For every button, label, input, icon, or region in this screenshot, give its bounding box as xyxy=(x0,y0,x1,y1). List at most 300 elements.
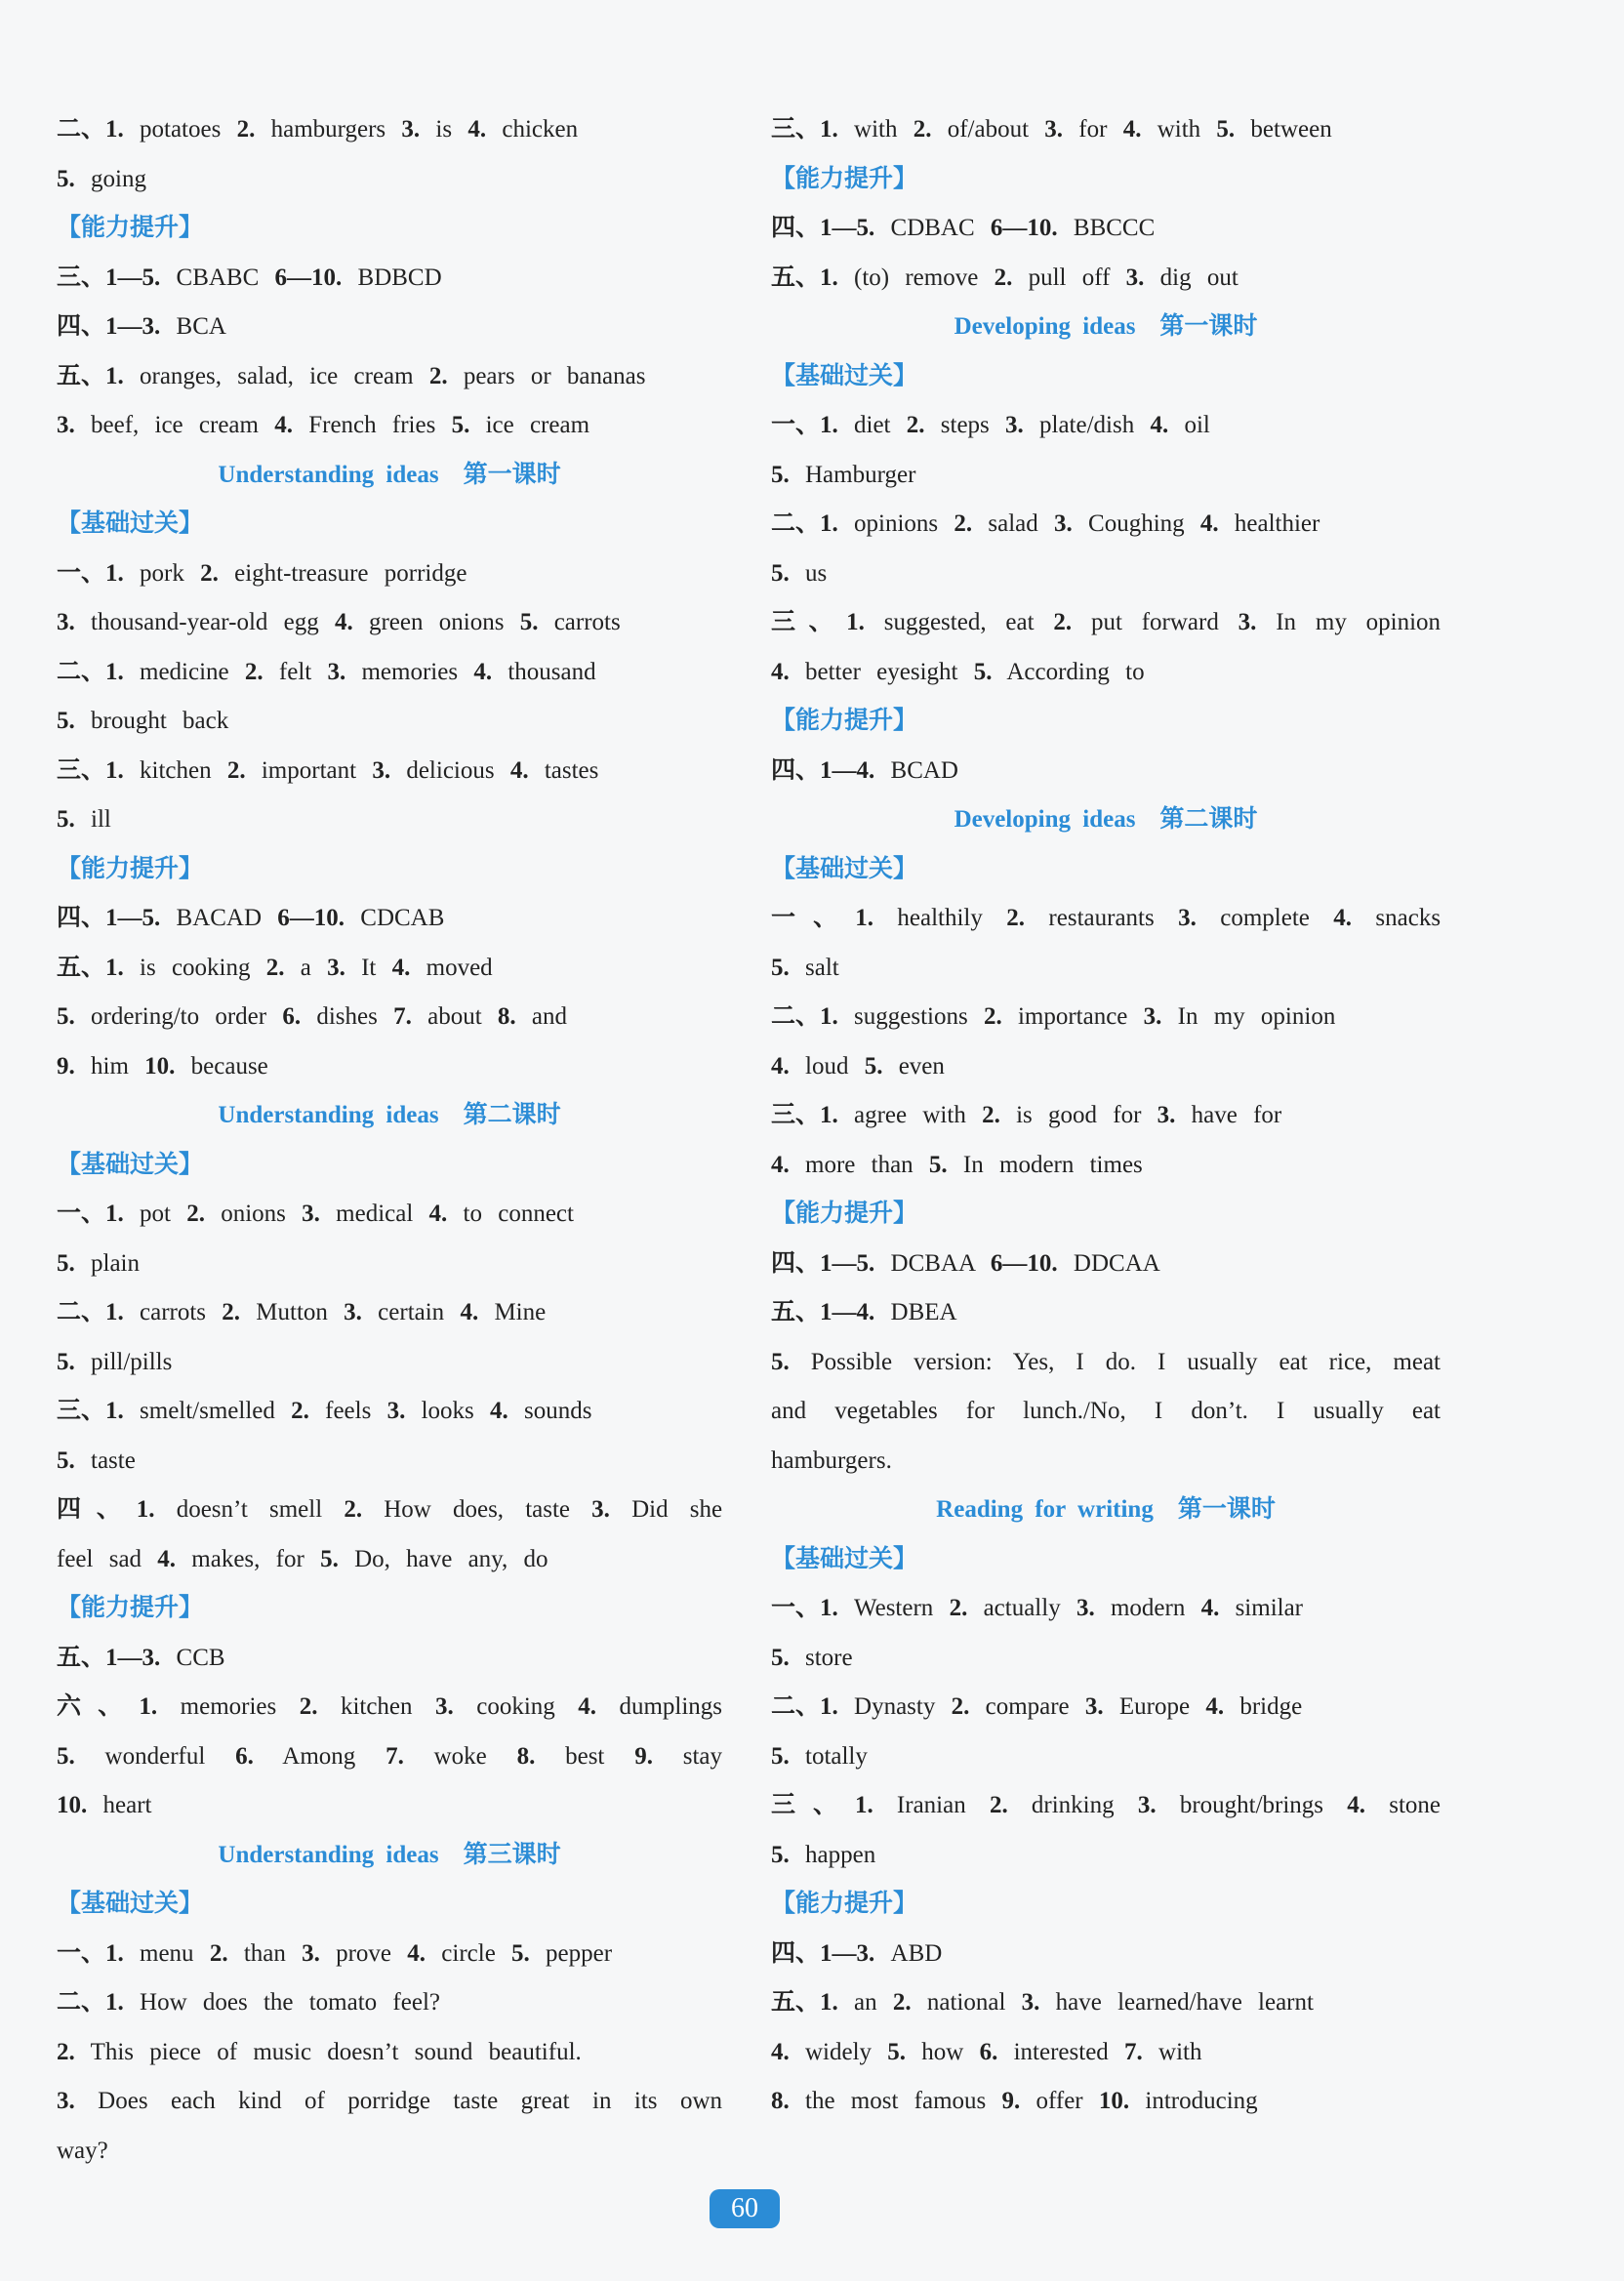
question-number: 5. xyxy=(57,1249,75,1277)
question-number: 5. xyxy=(57,806,75,833)
answer-text: DDCAA xyxy=(1073,1249,1160,1277)
section-heading: 【基础过关】 xyxy=(771,362,918,389)
question-number: 3. xyxy=(372,756,391,784)
question-number: 5. xyxy=(771,1644,790,1671)
question-number: 7. xyxy=(1124,2038,1143,2065)
question-number: 2. xyxy=(209,1939,228,1967)
question-number: 6—10. xyxy=(277,905,345,931)
answer-text: thousand-year-old egg xyxy=(91,609,319,635)
answer-text: pull off xyxy=(1028,264,1111,291)
answer-text: Possible version: Yes, I do. I usually eat rice, meat xyxy=(810,1348,1441,1375)
question-number: 一、1. xyxy=(57,559,124,587)
question-number: 2. xyxy=(994,264,1013,291)
answer-text: plate/dish xyxy=(1039,412,1135,438)
question-number: 3. xyxy=(1005,412,1024,438)
answer-line xyxy=(57,1190,722,1240)
right-column xyxy=(771,105,1441,2127)
question-number: 2. xyxy=(186,1201,205,1227)
answer-text: between xyxy=(1250,116,1332,143)
answer-text: BACAD xyxy=(176,905,263,931)
answer-line xyxy=(771,747,1441,796)
section-heading: 【基础过关】 xyxy=(771,855,918,882)
question-number: 7. xyxy=(393,1003,412,1030)
answer-line xyxy=(771,1091,1441,1141)
answer-line xyxy=(57,1683,722,1732)
question-number: 5. xyxy=(57,708,75,734)
section-heading: 【基础过关】 xyxy=(57,1891,204,1917)
answer-text: steps xyxy=(940,412,990,438)
answer-text: smelt/smelled xyxy=(140,1398,275,1424)
question-number: 3. xyxy=(435,1693,454,1720)
answer-text: ice cream xyxy=(485,412,590,438)
answer-text: French fries xyxy=(308,412,436,438)
answer-line xyxy=(57,795,722,845)
answer-line xyxy=(771,894,1441,944)
answer-text: oil xyxy=(1184,412,1210,438)
answer-line xyxy=(57,1387,722,1437)
answer-text: for xyxy=(1078,116,1108,143)
answer-line xyxy=(771,1978,1441,2028)
answer-text: wonderful xyxy=(104,1742,206,1770)
answer-text: memories xyxy=(180,1693,277,1720)
question-number: 4. xyxy=(334,609,353,635)
answer-line xyxy=(771,993,1441,1042)
question-number: 5. xyxy=(928,1151,948,1178)
answer-line xyxy=(771,1042,1441,1092)
answer-text: interested xyxy=(1013,2038,1109,2065)
question-number: 4. xyxy=(1205,1693,1225,1720)
question-number: 3. xyxy=(1178,905,1197,931)
answer-line xyxy=(57,303,722,352)
question-number: 5. xyxy=(57,1446,75,1474)
answer-text: brought/brings xyxy=(1179,1792,1324,1818)
question-number: 10. xyxy=(1098,2088,1130,2114)
question-number: 5. xyxy=(973,658,993,685)
lesson-title: Understanding ideas 第三课时 xyxy=(218,1841,561,1868)
answer-text: is xyxy=(435,116,453,143)
answer-text: beef, ice cream xyxy=(91,412,259,438)
answer-text: In my opinion xyxy=(1177,1003,1336,1030)
answer-text: cooking xyxy=(476,1693,555,1720)
question-number: 3. xyxy=(1021,1989,1040,2016)
answer-line xyxy=(57,1437,722,1487)
question-number: 二、1. xyxy=(771,510,838,537)
question-number: 二、1. xyxy=(57,1989,124,2016)
question-number: 4. xyxy=(1333,905,1353,931)
question-number: 四、1—3. xyxy=(57,313,161,340)
question-number: 5. xyxy=(57,165,75,192)
answer-text: CDCAB xyxy=(360,905,445,931)
question-number: 4. xyxy=(467,116,487,143)
answer-line xyxy=(57,2028,722,2078)
answer-text: In my opinion xyxy=(1276,609,1441,635)
answer-text: pot xyxy=(140,1201,171,1227)
answer-line xyxy=(771,1387,1441,1437)
answer-text: and vegetables for lunch./No, I don’t. I usually eat xyxy=(771,1398,1441,1424)
answer-text: and xyxy=(531,1003,567,1030)
section-heading: 【能力提升】 xyxy=(771,1891,918,1917)
question-number: 10. xyxy=(144,1052,176,1079)
question-number: 四、1—5. xyxy=(771,1249,875,1277)
answer-line xyxy=(57,1781,722,1831)
answer-text: modern xyxy=(1110,1595,1186,1621)
question-number: 4. xyxy=(407,1939,426,1967)
answer-line xyxy=(771,1930,1441,1979)
answer-text: This piece of music doesn’t sound beautiful. xyxy=(90,2038,582,2065)
question-number: 五、1. xyxy=(771,1989,838,2016)
answer-text: prove xyxy=(336,1939,392,1967)
answer-text: circle xyxy=(441,1939,496,1967)
question-number: 四、1. xyxy=(57,1496,155,1523)
question-number: 3. xyxy=(1125,264,1145,291)
answer-line xyxy=(771,1240,1441,1289)
answer-line xyxy=(57,2077,722,2127)
answer-text: memories xyxy=(361,658,459,685)
question-number: 4. xyxy=(578,1693,596,1720)
answer-text: eight-treasure porridge xyxy=(234,559,467,587)
question-number: 三、1. xyxy=(57,1398,124,1424)
answer-text: going xyxy=(91,165,146,192)
question-number: 5. xyxy=(451,412,470,438)
answer-text: It xyxy=(361,954,377,981)
answer-line xyxy=(771,2028,1441,2078)
answer-text: oranges, salad, ice cream xyxy=(140,362,414,389)
question-number: 2. xyxy=(226,756,246,784)
answer-text: with xyxy=(1157,116,1201,143)
answer-text: DBEA xyxy=(890,1299,957,1325)
question-number: 三、1—5. xyxy=(57,264,161,291)
answer-text: tastes xyxy=(544,756,599,784)
answer-text: CDBAC xyxy=(890,215,975,241)
question-number: 一、1. xyxy=(57,1939,124,1967)
answer-line xyxy=(771,598,1441,648)
question-number: 三、1. xyxy=(771,1792,873,1818)
answer-line xyxy=(771,1141,1441,1191)
question-number: 4. xyxy=(460,1299,479,1325)
answer-text: opinions xyxy=(854,510,939,537)
question-number: 5. xyxy=(864,1052,883,1079)
question-number: 6—10. xyxy=(990,215,1058,241)
answer-text: ill xyxy=(91,806,111,833)
question-number: 二、1. xyxy=(57,658,124,685)
question-number: 2. xyxy=(222,1299,241,1325)
answer-text: actually xyxy=(983,1595,1061,1621)
question-number: 3. xyxy=(327,954,345,981)
answer-text: doesn’t smell xyxy=(176,1496,323,1523)
answer-text: Mine xyxy=(494,1299,547,1325)
question-number: 5. xyxy=(771,1742,790,1770)
answer-text: about xyxy=(427,1003,482,1030)
question-number: 9. xyxy=(1001,2088,1021,2114)
answer-line xyxy=(771,1338,1441,1388)
question-number: 2. xyxy=(236,116,256,143)
question-number: 5. xyxy=(771,1348,790,1375)
question-number: 四、1—5. xyxy=(771,215,875,241)
question-number: 2. xyxy=(291,1398,309,1424)
answer-line xyxy=(771,254,1441,304)
question-number: 4. xyxy=(391,954,411,981)
question-number: 3. xyxy=(1238,609,1257,635)
question-number: 3. xyxy=(1054,510,1073,537)
answer-line xyxy=(771,500,1441,550)
question-number: 6. xyxy=(979,2038,998,2065)
answer-text: because xyxy=(190,1052,268,1079)
question-number: 9. xyxy=(634,1742,653,1770)
question-number: 四、1—3. xyxy=(771,1939,875,1967)
section-heading: 【能力提升】 xyxy=(57,855,204,882)
answer-text: happen xyxy=(805,1841,876,1868)
question-number: 4. xyxy=(1347,1792,1365,1818)
answer-line xyxy=(771,1288,1441,1338)
answer-text: BBCCC xyxy=(1073,215,1156,241)
question-number: 4. xyxy=(771,1151,790,1178)
question-number: 3. xyxy=(57,609,75,635)
question-number: 4. xyxy=(771,2038,790,2065)
question-number: 五、1. xyxy=(57,362,124,389)
answer-text: than xyxy=(243,1939,286,1967)
answer-text: stone xyxy=(1389,1792,1441,1818)
answer-line xyxy=(771,1732,1441,1782)
answer-text: Among xyxy=(282,1742,356,1770)
question-number: 6. xyxy=(235,1742,254,1770)
answer-text: DCBAA xyxy=(890,1249,975,1277)
question-number: 5. xyxy=(57,1003,75,1030)
question-number: 2. xyxy=(892,1989,912,2016)
answer-text: restaurants xyxy=(1048,905,1155,931)
answer-text: healthily xyxy=(897,905,983,931)
answer-text: ordering/to order xyxy=(91,1003,267,1030)
question-number: 三、1. xyxy=(771,116,838,143)
question-number: 五、1—3. xyxy=(57,1644,161,1671)
question-number: 2. xyxy=(57,2038,75,2065)
question-number: 5. xyxy=(771,954,790,981)
answer-text: chicken xyxy=(502,116,579,143)
answer-text: BCAD xyxy=(890,756,958,784)
question-number: 8. xyxy=(771,2088,790,2114)
answer-text: of/about xyxy=(947,116,1030,143)
question-number: 3. xyxy=(57,412,75,438)
answer-line xyxy=(771,550,1441,599)
question-number: 5. xyxy=(519,609,539,635)
answer-text: an xyxy=(854,1989,877,2016)
answer-text: plain xyxy=(91,1249,140,1277)
answer-line xyxy=(57,1634,722,1684)
answer-line xyxy=(57,1732,722,1782)
answer-line xyxy=(57,944,722,994)
question-number: 4. xyxy=(771,1052,790,1079)
answer-text: Mutton xyxy=(256,1299,328,1325)
lesson-title: Understanding ideas 第二课时 xyxy=(218,1102,561,1128)
answer-text: Hamburger xyxy=(805,461,916,488)
answer-text: feel sad xyxy=(57,1545,142,1572)
answer-text: pears or bananas xyxy=(463,362,646,389)
answer-text: makes, for xyxy=(191,1545,304,1572)
answer-line xyxy=(57,254,722,304)
answer-text: BDBCD xyxy=(357,264,442,291)
answer-line xyxy=(771,1584,1441,1634)
answer-text: Does each kind of porridge taste great in its own xyxy=(98,2088,722,2114)
answer-text: dishes xyxy=(316,1003,378,1030)
answer-line xyxy=(57,697,722,747)
answer-line xyxy=(771,1683,1441,1732)
answer-line xyxy=(771,1634,1441,1684)
question-number: 6—10. xyxy=(274,264,343,291)
answer-text: onions xyxy=(221,1201,286,1227)
answer-text: CCB xyxy=(176,1644,225,1671)
question-number: 4. xyxy=(473,658,493,685)
question-number: 4. xyxy=(1150,412,1169,438)
answer-text: hamburgers xyxy=(270,116,386,143)
answer-text: complete xyxy=(1220,905,1310,931)
question-number: 4. xyxy=(490,1398,508,1424)
question-number: 4. xyxy=(157,1545,177,1572)
question-number: 3. xyxy=(1157,1102,1176,1128)
answer-line xyxy=(771,105,1441,155)
question-number: 5. xyxy=(511,1939,530,1967)
answer-line xyxy=(57,401,722,451)
question-number: 五、1. xyxy=(57,954,124,981)
answer-line xyxy=(57,894,722,944)
answer-line xyxy=(771,1781,1441,1831)
answer-text: How does the tomato feel? xyxy=(140,1989,440,2016)
answer-line xyxy=(57,550,722,599)
question-number: 2. xyxy=(982,1102,1000,1128)
answer-text: put forward xyxy=(1090,609,1219,635)
answer-text: suggested, eat xyxy=(883,609,1035,635)
answer-text: Europe xyxy=(1118,1693,1191,1720)
answer-text: moved xyxy=(426,954,493,981)
answer-line xyxy=(57,352,722,402)
answer-text: Did she xyxy=(631,1496,722,1523)
question-number: 二、1. xyxy=(57,116,124,143)
section-heading: 【能力提升】 xyxy=(771,708,918,734)
question-number: 一、1. xyxy=(771,412,838,438)
section-heading: 【能力提升】 xyxy=(57,1595,204,1621)
section-heading: 【能力提升】 xyxy=(771,165,918,192)
answer-line xyxy=(771,451,1441,501)
question-number: 2. xyxy=(428,362,448,389)
answer-text: feels xyxy=(325,1398,372,1424)
question-number: 二、1. xyxy=(771,1003,838,1030)
section-heading: 【基础过关】 xyxy=(57,510,204,537)
answer-text: certain xyxy=(378,1299,445,1325)
question-number: 7. xyxy=(386,1742,404,1770)
question-number: 2. xyxy=(989,1792,1008,1818)
question-number: 2. xyxy=(299,1693,318,1720)
answer-text: kitchen xyxy=(340,1693,413,1720)
answer-text: widely xyxy=(805,2038,873,2065)
answer-line xyxy=(57,598,722,648)
answer-text: to connect xyxy=(463,1201,574,1227)
answer-line xyxy=(57,1338,722,1388)
lesson-title: Understanding ideas 第一课时 xyxy=(218,461,561,488)
answer-text: carrots xyxy=(140,1299,207,1325)
answer-line xyxy=(57,1042,722,1092)
question-number: 3. xyxy=(1076,1595,1095,1621)
question-number: 9. xyxy=(57,1052,75,1079)
answer-text: BCA xyxy=(176,313,226,340)
answer-text: thousand xyxy=(508,658,596,685)
answer-line xyxy=(771,1831,1441,1881)
question-number: 3. xyxy=(1143,1003,1162,1030)
answer-text: kitchen xyxy=(140,756,212,784)
answer-text: loud xyxy=(805,1052,849,1079)
question-number: 4. xyxy=(1200,1595,1220,1621)
answer-text: national xyxy=(926,1989,1006,2016)
answer-text: Coughing xyxy=(1088,510,1185,537)
answer-text: diet xyxy=(854,412,891,438)
lesson-title: Reading for writing 第一课时 xyxy=(936,1496,1276,1523)
question-number: 8. xyxy=(497,1003,516,1030)
answer-text: taste xyxy=(91,1446,136,1474)
answer-text: drinking xyxy=(1031,1792,1115,1818)
question-number: 一、1. xyxy=(771,905,874,931)
answer-text: agree with xyxy=(854,1102,966,1128)
question-number: 5. xyxy=(57,1348,75,1375)
answer-text: ABD xyxy=(890,1939,943,1967)
question-number: 3. xyxy=(1084,1693,1104,1720)
answer-text: potatoes xyxy=(140,116,222,143)
answer-line xyxy=(57,1930,722,1979)
answer-text: more than xyxy=(805,1151,914,1178)
answer-line xyxy=(57,993,722,1042)
question-number: 四、1—5. xyxy=(57,905,161,931)
answer-text: suggestions xyxy=(854,1003,968,1030)
question-number: 6—10. xyxy=(990,1249,1058,1277)
answer-text: medical xyxy=(336,1201,414,1227)
question-number: 3. xyxy=(386,1398,406,1424)
answer-text: How does, taste xyxy=(384,1496,571,1523)
question-number: 4. xyxy=(1122,116,1142,143)
answer-text: According to xyxy=(1006,658,1145,685)
answer-text: medicine xyxy=(140,658,229,685)
answer-text: healthier xyxy=(1234,510,1320,537)
question-number: 4. xyxy=(428,1201,448,1227)
section-heading: 【基础过关】 xyxy=(57,1151,204,1178)
answer-text: us xyxy=(805,559,828,587)
answer-text: heart xyxy=(102,1792,152,1818)
question-number: 2. xyxy=(244,658,264,685)
question-number: 4. xyxy=(509,756,529,784)
answer-text: with xyxy=(854,116,898,143)
answer-line xyxy=(57,1535,722,1585)
answer-line xyxy=(57,155,722,205)
question-number: 4. xyxy=(1199,510,1219,537)
answer-text: woke xyxy=(433,1742,487,1770)
question-number: 3. xyxy=(1137,1792,1157,1818)
answer-text: importance xyxy=(1017,1003,1128,1030)
answer-line xyxy=(57,1240,722,1289)
answer-text: Do, have any, do xyxy=(354,1545,548,1572)
answer-text: have learned/have learnt xyxy=(1055,1989,1314,2016)
question-number: 2. xyxy=(906,412,925,438)
question-number: 4. xyxy=(771,658,790,685)
left-column xyxy=(57,105,722,2176)
answer-text: salt xyxy=(805,954,839,981)
answer-text: with xyxy=(1158,2038,1202,2065)
answer-text: best xyxy=(565,1742,605,1770)
question-number: 五、1. xyxy=(771,264,838,291)
answer-text: Iranian xyxy=(896,1792,966,1818)
answer-text: have for xyxy=(1191,1102,1282,1128)
answer-text: carrots xyxy=(553,609,621,635)
section-heading: 【能力提升】 xyxy=(771,1201,918,1227)
answer-text: pork xyxy=(140,559,184,587)
answer-text: In modern times xyxy=(962,1151,1143,1178)
question-number: 3. xyxy=(344,1299,362,1325)
answer-text: him xyxy=(91,1052,129,1079)
answer-line xyxy=(771,401,1441,451)
